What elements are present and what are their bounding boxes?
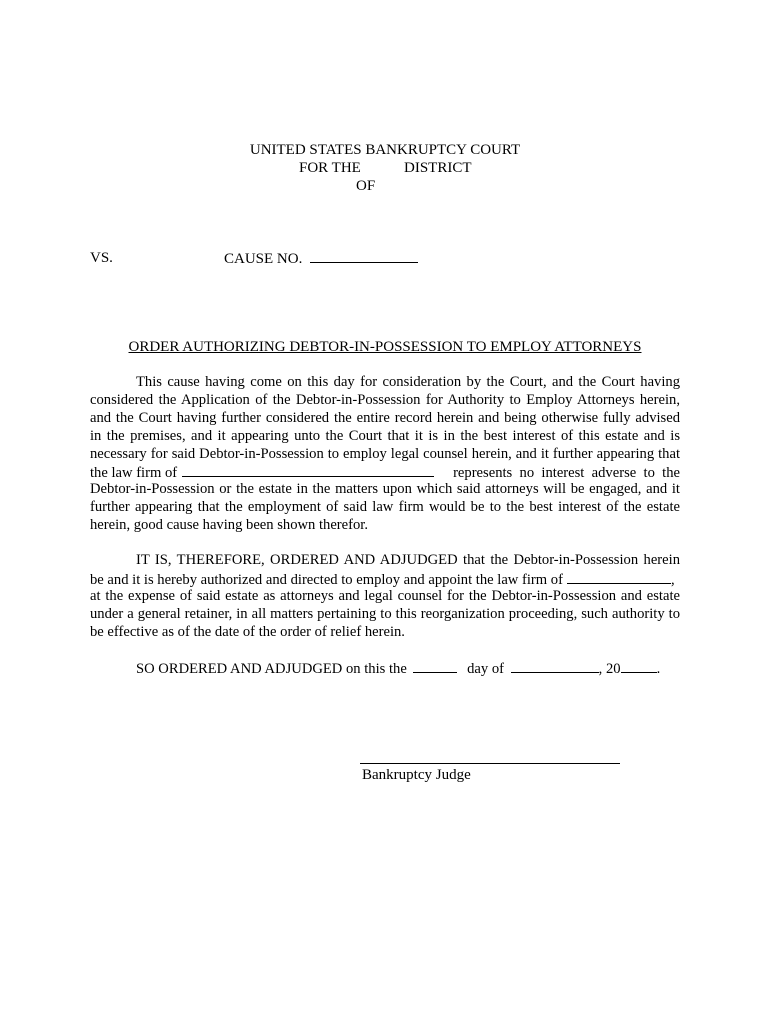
- p1-line: Debtor-in-Possession or the estate in the matters upon which said attorneys will be engaged, and it: [90, 481, 680, 498]
- year-blank[interactable]: [621, 659, 657, 673]
- p2-line: be effective as of the date of the order of relief herein.: [90, 623, 405, 640]
- bankruptcy-judge-label: Bankruptcy Judge: [362, 767, 471, 783]
- of-label: OF: [356, 178, 376, 194]
- order-title: ORDER AUTHORIZING DEBTOR-IN-POSSESSION TO EMPLOY ATTORNEYS: [128, 339, 642, 355]
- p1-line: considered the Application of the Debtor-in-Possession for Authority to Employ Attorneys herein,: [90, 391, 680, 408]
- comma: ,: [670, 571, 675, 588]
- p1-line: necessary for said Debtor-in-Possession to employ legal counsel herein, and it further appearing that: [90, 445, 680, 462]
- paragraph-2: [90, 552, 680, 641]
- month-blank[interactable]: [511, 659, 599, 673]
- cause-no-blank[interactable]: [310, 249, 418, 263]
- so-ordered-row: [136, 659, 660, 678]
- p1-line: further appearing that the employment of said law firm would be to the best interest of the estate: [90, 499, 680, 516]
- p1-line: This cause having come on this day for consideration by the Court, and the Court having: [136, 374, 680, 390]
- vs-label: VS.: [90, 250, 113, 266]
- p2-line: under a general retainer, in all matters pertaining to this reorganization proceeding, such authority to: [90, 605, 680, 622]
- appointed-law-firm-blank[interactable]: [567, 570, 671, 584]
- law-firm-blank[interactable]: [182, 463, 434, 477]
- paragraph-1: [90, 374, 680, 535]
- p1-line-law-firm: [90, 463, 680, 481]
- p2-line: IT IS, THEREFORE, ORDERED AND ADJUDGED that the Debtor-in-Possession herein: [136, 552, 680, 568]
- year-prefix: , 20: [598, 661, 621, 677]
- law-firm-of-label: the law firm of: [90, 465, 178, 482]
- cause-no-row: [224, 249, 418, 268]
- p1-line: and the Court having further considered the entire record herein and being otherwise fully advised: [90, 409, 680, 426]
- so-ordered-label: SO ORDERED AND ADJUDGED on this the: [136, 661, 407, 677]
- appoint-law-firm-text: be and it is hereby authorized and directed to employ and appoint the law firm of: [90, 571, 563, 588]
- district-label: DISTRICT: [404, 160, 472, 176]
- signature-line[interactable]: [360, 763, 620, 764]
- court-name: UNITED STATES BANKRUPTCY COURT: [249, 142, 521, 158]
- day-of-label: day of: [467, 661, 505, 677]
- period: .: [656, 661, 661, 677]
- p2-line-law-firm: [90, 570, 680, 588]
- cause-no-label: CAUSE NO.: [224, 251, 303, 267]
- represents-text: represents no interest adverse to the: [453, 465, 680, 482]
- p1-line: in the premises, and it appearing unto the Court that it is in the best interest of this estate and is: [90, 427, 680, 444]
- day-blank[interactable]: [413, 659, 457, 673]
- p1-line: herein, good cause having been shown therefor.: [90, 517, 369, 534]
- for-the-label: FOR THE: [299, 160, 361, 176]
- p2-line: at the expense of said estate as attorneys and legal counsel for the Debtor-in-Possession and estate: [90, 587, 680, 604]
